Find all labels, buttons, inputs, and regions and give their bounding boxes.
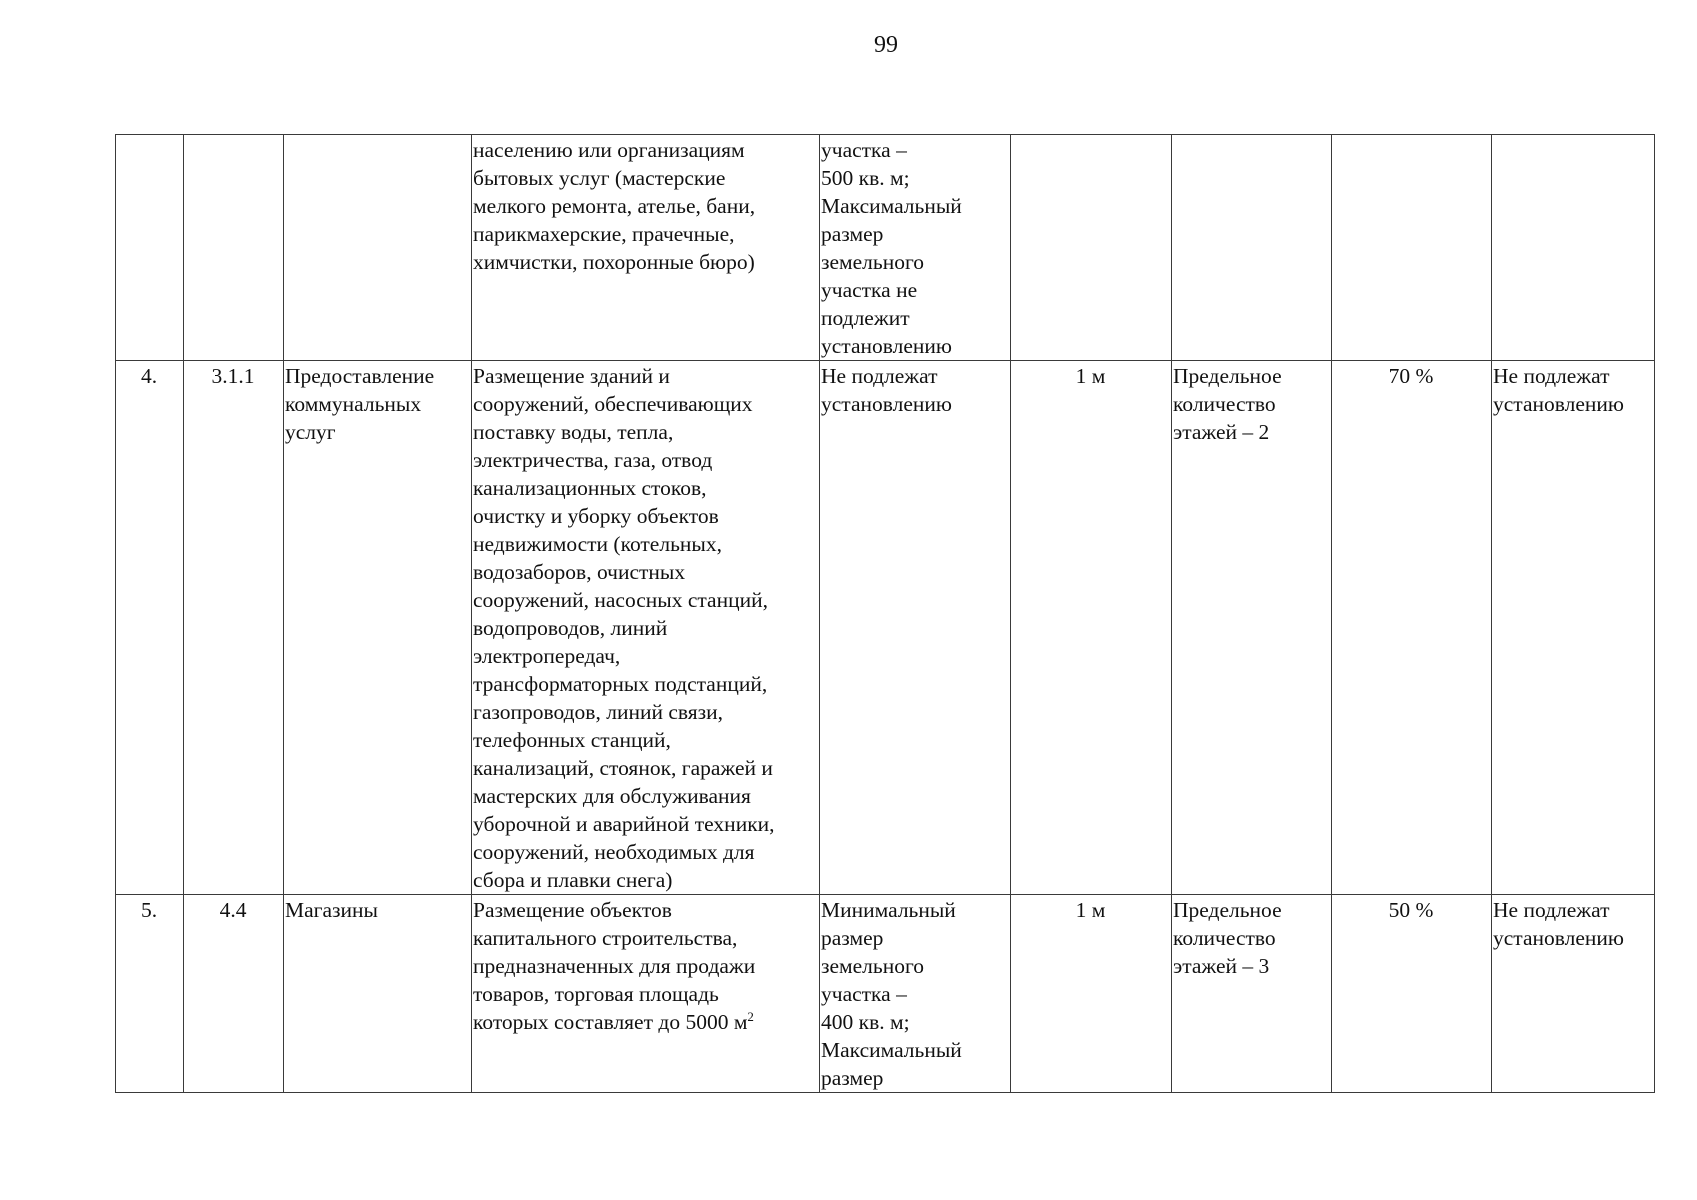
table-row xyxy=(116,895,1655,1093)
table-row xyxy=(116,361,1655,895)
row-number-cell: 4. xyxy=(116,361,184,895)
plot-size-cell: Минимальный размер земельного участка – 400 кв. м; Максимальный размер xyxy=(820,895,1011,1093)
setback-cell: 1 м xyxy=(1011,895,1172,1093)
floors-cell: Предельное количество этажей – 3 xyxy=(1172,895,1332,1093)
other-params-cell xyxy=(1492,135,1655,361)
superscript: 2 xyxy=(747,1009,754,1024)
floors-cell: Предельное количество этажей – 2 xyxy=(1172,361,1332,895)
use-name-cell xyxy=(284,135,472,361)
use-description-cell xyxy=(472,895,820,1093)
use-description-text: Размещение зданий и сооружений, обеспечивающих поставку воды, тепла, электричества, газа, отвод канализационных стоков, очистку и уборку объектов недвижимости (котельных, водозаборов, очистных сооружений, насосных станций, водопроводов, линий электропередач, трансформаторных подстанций, газопроводов, линий связи, телефонных станций, канализаций, стоянок, гаражей и мастерских для обслуживания уборочной и аварийной техники, сооружений, необходимых для сбора и плавки снега) xyxy=(473,364,775,892)
plot-size-cell: участка – 500 кв. м; Максимальный размер земельного участка не подлежит установлению xyxy=(820,135,1011,361)
use-description-cell xyxy=(472,361,820,895)
setback-cell: 1 м xyxy=(1011,361,1172,895)
use-description-text: Размещение объектов капитального строительства, предназначенных для продажи товаров, торговая площадь которых составляет до 5000 м xyxy=(473,898,756,1034)
plot-size-cell: Не подлежат установлению xyxy=(820,361,1011,895)
use-code-cell: 3.1.1 xyxy=(184,361,284,895)
row-number-cell xyxy=(116,135,184,361)
setback-cell xyxy=(1011,135,1172,361)
page-number: 99 xyxy=(874,32,898,58)
other-params-cell: Не подлежат установлению xyxy=(1492,895,1655,1093)
floors-cell xyxy=(1172,135,1332,361)
coverage-cell xyxy=(1332,135,1492,361)
coverage-cell: 50 % xyxy=(1332,895,1492,1093)
use-name-cell: Предоставление коммунальных услуг xyxy=(284,361,472,895)
other-params-cell: Не подлежат установлению xyxy=(1492,361,1655,895)
coverage-cell: 70 % xyxy=(1332,361,1492,895)
row-number-cell: 5. xyxy=(116,895,184,1093)
use-code-cell: 4.4 xyxy=(184,895,284,1093)
use-name-cell: Магазины xyxy=(284,895,472,1093)
use-description-cell xyxy=(472,135,820,361)
table-row xyxy=(116,135,1655,361)
use-description-text: населению или организациям бытовых услуг (мастерские мелкого ремонта, ателье, бани, парикмахерские, прачечные, химчистки, похоронные бюро) xyxy=(473,138,756,274)
use-code-cell xyxy=(184,135,284,361)
zoning-table xyxy=(115,134,1655,1093)
